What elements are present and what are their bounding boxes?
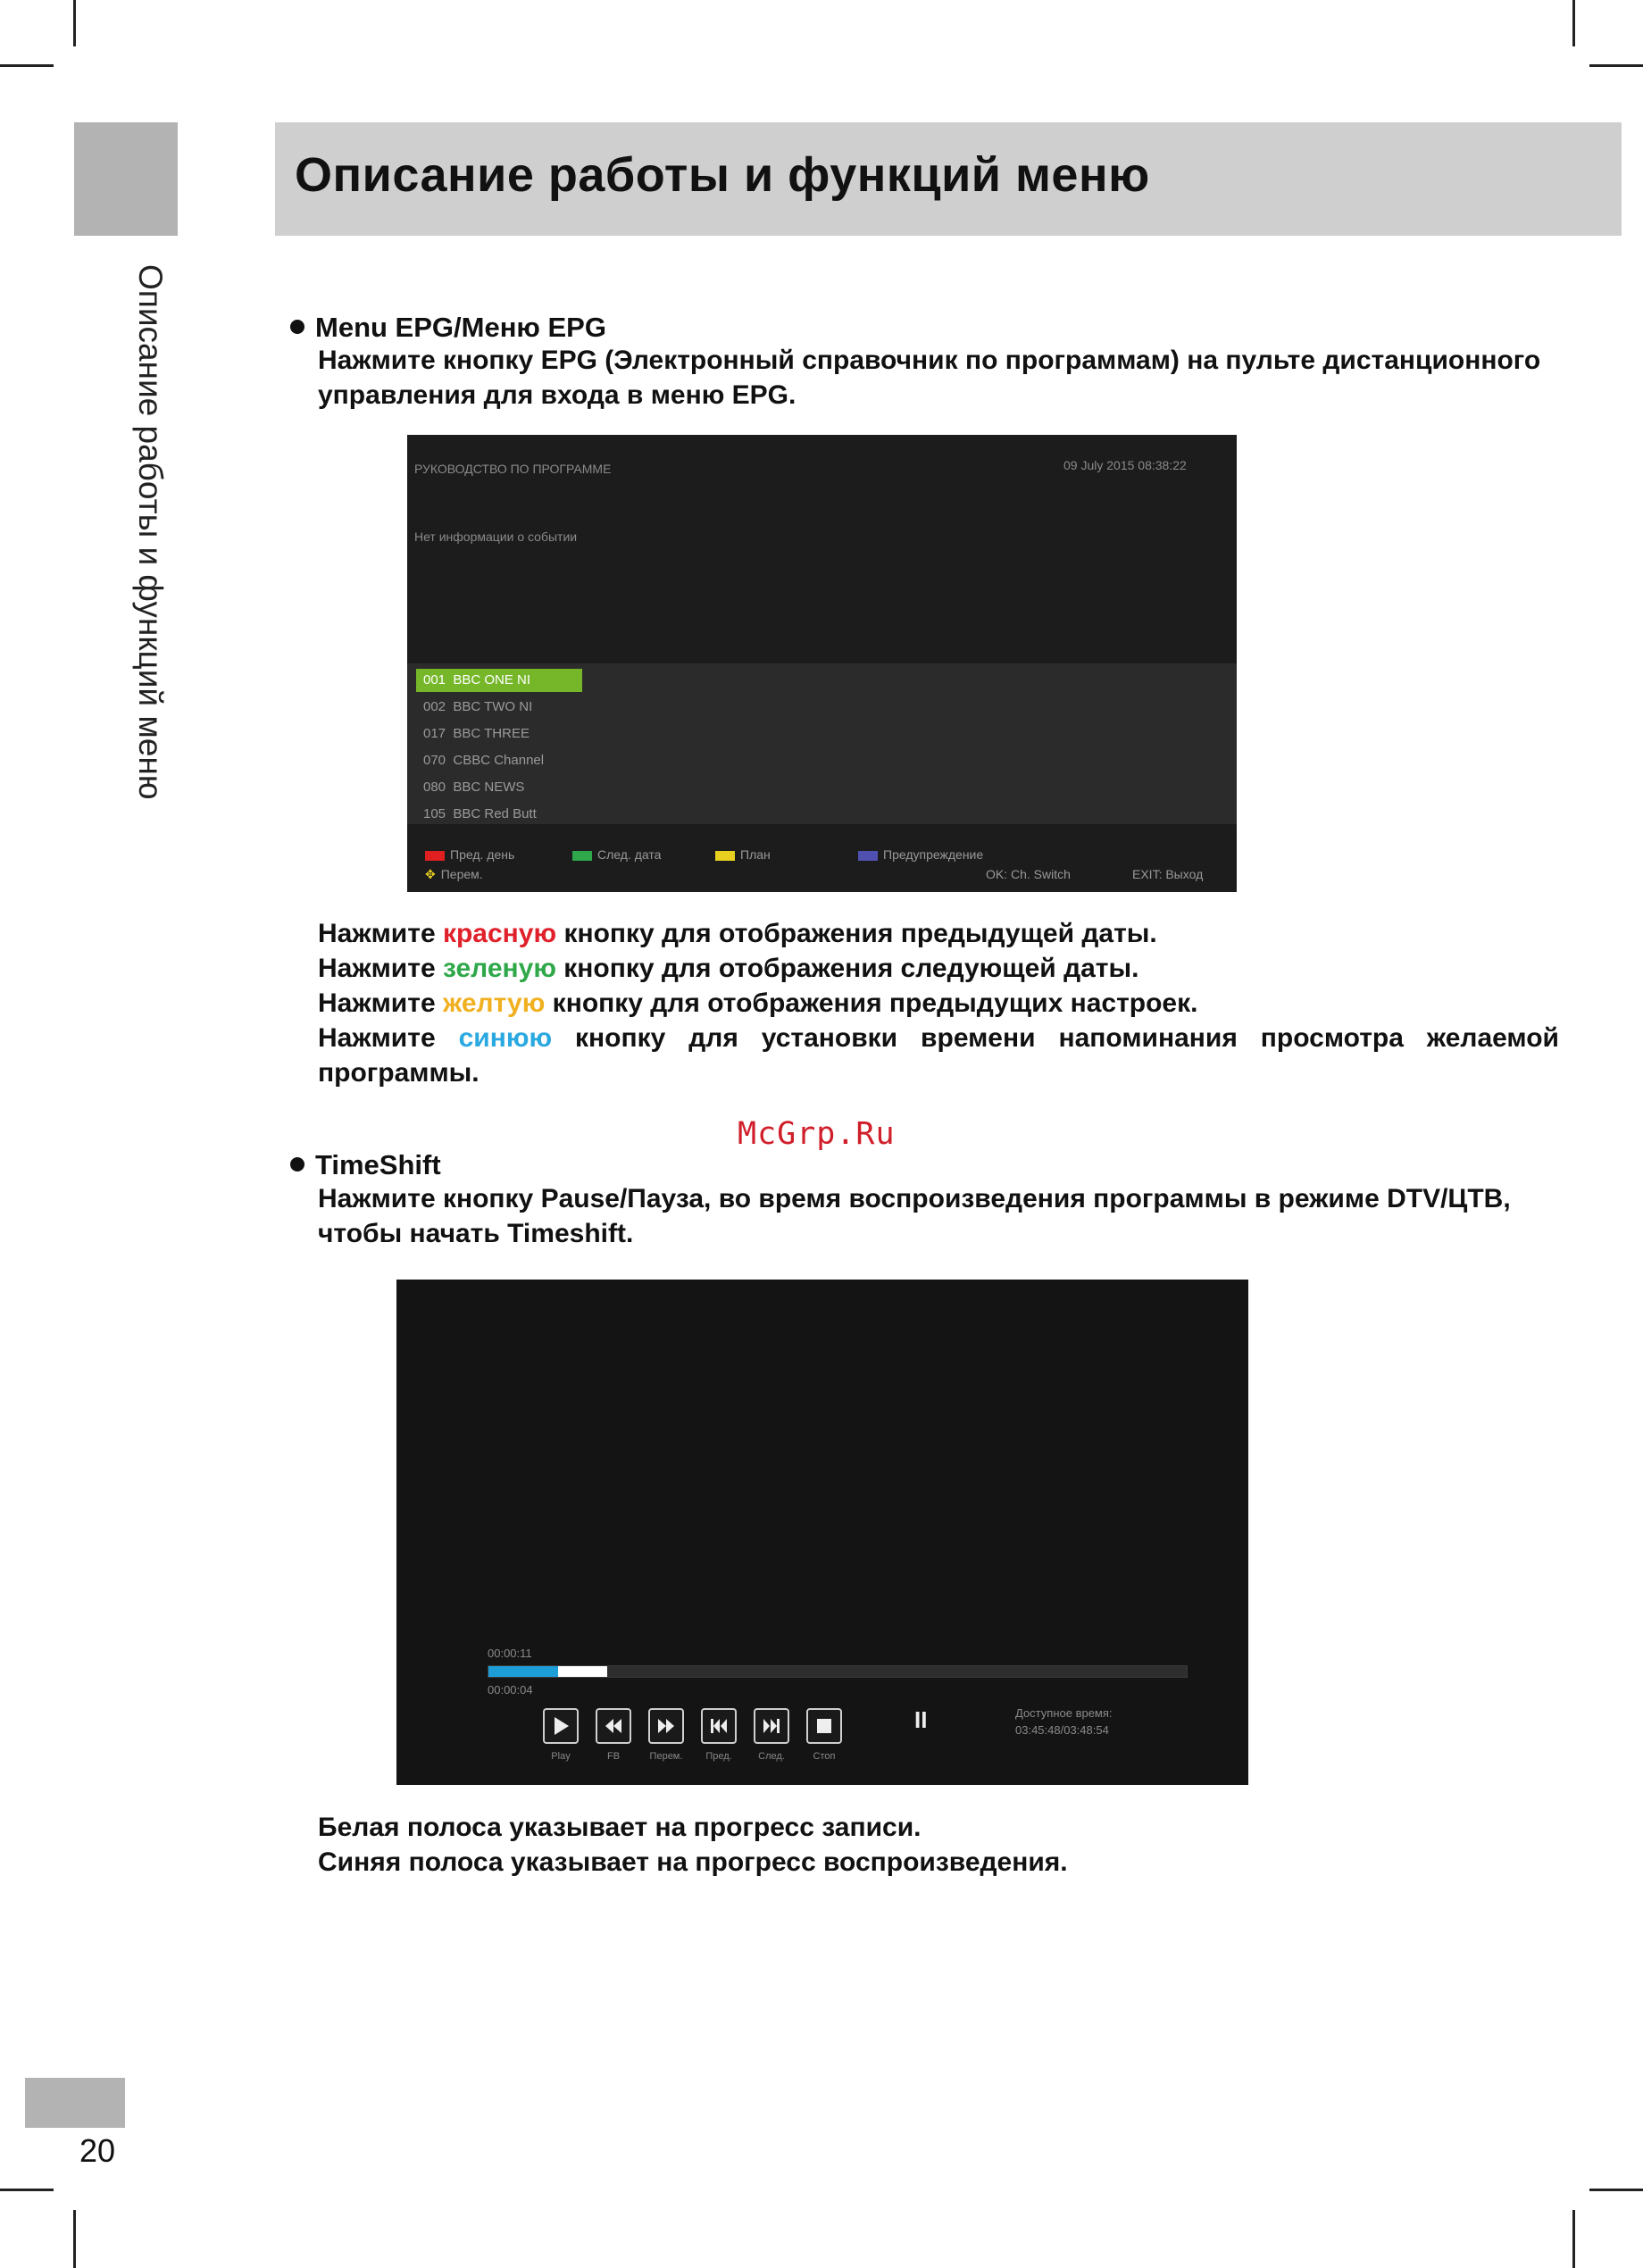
epg-intro: Нажмите кнопку EPG (Электронный справочник по программам) на пульте дистанционного управления для входа в меню EPG. [318, 346, 1541, 410]
timeshift-current-time: 00:00:04 [488, 1683, 533, 1697]
timeshift-intro: Нажмите кнопку Pause/Пауза, во время воспроизведения программы в режиме DTV/ЦТВ, чтобы начать Timeshift. [318, 1184, 1511, 1248]
channel-row[interactable]: 070 CBBC Channel [423, 753, 545, 768]
side-title: Описание работы и функций меню [132, 264, 169, 800]
fast-forward-icon [650, 1710, 682, 1742]
epg-screen [407, 435, 1237, 892]
play-button[interactable] [543, 1708, 579, 1744]
pause-status-icon: II [914, 1706, 928, 1733]
stop-button[interactable] [806, 1708, 842, 1744]
channel-row[interactable]: 001 BBC ONE NI [416, 669, 582, 692]
side-tab-block [74, 122, 178, 236]
crop-mark [0, 64, 54, 67]
play-bar-note: Синяя полоса указывает на прогресс воспроизведения. [318, 1847, 1068, 1877]
green-key-line: Нажмите зеленую кнопку для отображения следующей даты. [318, 954, 1139, 983]
rewind-icon [597, 1710, 630, 1742]
epg-no-info: Нет информации о событии [414, 529, 578, 544]
control-label: След. [758, 1751, 785, 1762]
epg-heading: Menu EPG/Меню EPG [290, 312, 606, 344]
channel-row[interactable]: 002 BBC TWO NI [423, 699, 533, 714]
channel-row[interactable]: 080 BBC NEWS [423, 780, 525, 795]
crop-mark [0, 2189, 54, 2191]
play-icon [545, 1710, 577, 1742]
channel-row[interactable]: 105 BBC Red Butt [423, 806, 537, 821]
stop-icon [808, 1710, 840, 1742]
timeshift-heading: TimeShift [290, 1149, 441, 1181]
skip-forward-icon [755, 1710, 788, 1742]
skip-back-icon [703, 1710, 735, 1742]
timeshift-notes [318, 1810, 1559, 1880]
green-key-icon [572, 851, 592, 861]
legend-exit: EXIT: Выход [1132, 867, 1204, 881]
crop-mark [73, 0, 76, 46]
yellow-key-line: Нажмите желтую кнопку для отображения предыдущих настроек. [318, 988, 1198, 1018]
control-label: Пред. [705, 1751, 732, 1762]
legend-yellow: План [715, 847, 771, 862]
crop-mark [1589, 2189, 1643, 2191]
legend-blue: Предупреждение [858, 847, 983, 862]
red-key-line: Нажмите красную кнопку для отображения предыдущей даты. [318, 919, 1157, 948]
yellow-key-icon [715, 851, 735, 861]
channel-row[interactable]: 017 BBC THREE [423, 726, 530, 741]
fast-forward-button[interactable] [648, 1708, 684, 1744]
legend-ok: OK: Ch. Switch [986, 867, 1071, 881]
title-bar [275, 122, 1622, 236]
next-button[interactable] [754, 1708, 789, 1744]
control-label: FB [606, 1751, 621, 1762]
crop-mark [1589, 64, 1643, 67]
blue-key-line: Нажмите синюю кнопку для установки времени напоминания просмотра желаемой программы. [318, 1023, 1559, 1088]
bullet-icon [290, 1157, 304, 1172]
play-progress-bar [488, 1666, 558, 1677]
color-key-descriptions [318, 916, 1559, 1090]
record-bar-note: Белая полоса указывает на прогресс записи. [318, 1813, 922, 1842]
watermark: McGrp.Ru [738, 1116, 896, 1152]
epg-channel-list [407, 663, 1237, 824]
available-time-value: 03:45:48/03:48:54 [1015, 1723, 1109, 1737]
blue-key-icon [858, 851, 878, 861]
available-time-label: Доступное время: [1015, 1706, 1113, 1720]
crop-mark [1572, 0, 1575, 46]
timeshift-progress-track[interactable] [488, 1665, 1188, 1678]
bullet-icon [290, 320, 304, 334]
timeshift-top-label: 00:00:11 [488, 1647, 532, 1660]
epg-header: РУКОВОДСТВО ПО ПРОГРАММЕ [414, 462, 612, 476]
fast-backward-button[interactable] [596, 1708, 631, 1744]
crop-mark [73, 2210, 76, 2268]
dpad-icon: ✥ [425, 867, 436, 881]
legend-green: След. дата [572, 847, 661, 862]
legend-move: ✥ Перем. [425, 867, 483, 881]
crop-mark [1572, 2210, 1575, 2268]
control-label: Стоп [813, 1751, 836, 1762]
page-number: 20 [79, 2132, 116, 2169]
red-key-icon [425, 851, 445, 861]
timeshift-screen [396, 1280, 1248, 1785]
legend-red: Пред. день [425, 847, 514, 862]
page-number-block [25, 2078, 125, 2128]
previous-button[interactable] [701, 1708, 737, 1744]
epg-datetime: 09 July 2015 08:38:22 [1063, 458, 1187, 472]
page-title: Описание работы и функций меню [295, 148, 1150, 202]
control-label: Перем. [649, 1751, 683, 1762]
control-label: Play [551, 1751, 571, 1762]
